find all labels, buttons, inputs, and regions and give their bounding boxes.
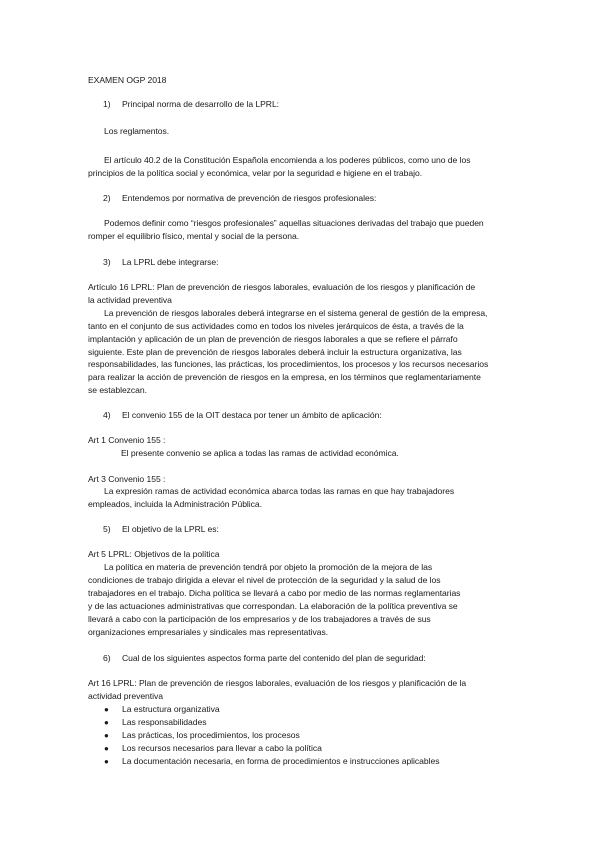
paragraph-line: La política en materia de prevención tendrá por objeto la promoción de la mejora de las [104, 562, 433, 572]
article-heading: Art 5 LPRL: Objetivos de la política [88, 549, 220, 559]
bullet-icon: ● [104, 757, 109, 766]
question-3-number: 3) [103, 257, 111, 267]
question-3-text: La LPRL debe integrarse: [122, 257, 219, 267]
question-4-number: 4) [103, 410, 111, 420]
list-item: La estructura organizativa [122, 704, 220, 714]
question-6-number: 6) [103, 653, 111, 663]
question-2-text: Entendemos por normativa de prevención de riesgos profesionales: [122, 193, 377, 203]
question-1-answer: Los reglamentos. [104, 126, 170, 136]
question-4-text: El convenio 155 de la OIT destaca por tener un ámbito de aplicación: [122, 410, 382, 420]
question-2-number: 2) [103, 193, 111, 203]
list-item: Las prácticas, los procedimientos, los procesos [122, 730, 300, 740]
paragraph-line: condiciones de trabajo dirigida a elevar el nivel de protección de la seguridad y la salud de los [88, 575, 441, 585]
question-2-answer-line: Podemos definir como “riesgos profesionales” aquellas situaciones derivadas del trabajo que pueden [104, 218, 484, 228]
list-item: Las responsabilidades [122, 717, 207, 727]
question-1-explanation-line: principios de la política social y económica, velar por la seguridad e higiene en el trabajo. [88, 168, 423, 178]
paragraph-line: se establezcan. [88, 385, 147, 395]
paragraph-line: trabajadores en el trabajo. Dicha política se llevará a cabo por medio de las normas reglamentarias [88, 588, 461, 598]
bullet-icon: ● [104, 718, 109, 727]
document-title: EXAMEN OGP 2018 [88, 75, 167, 85]
article-heading: actividad preventiva [88, 691, 163, 701]
question-2-answer-line: romper el equilibrio físico, mental y social de la persona. [88, 231, 300, 241]
bullet-icon: ● [104, 705, 109, 714]
paragraph-line: y de las actuaciones administrativas que correspondan. La elaboración de la política preventiva se [88, 601, 458, 611]
paragraph-line: implantación y aplicación de un plan de prevención de riesgos laborales a que se refiere el párrafo [88, 334, 458, 344]
article-text: empleados, incluida la Administración Pública. [88, 499, 262, 509]
paragraph-line: siguiente. Este plan de prevención de riesgos laborales deberá incluir la estructura organizativa, las [88, 347, 462, 357]
question-5-number: 5) [103, 524, 111, 534]
paragraph-line: responsabilidades, las funciones, las prácticas, los procedimientos, los procesos y los recursos necesarios [88, 359, 489, 369]
bullet-icon: ● [104, 744, 109, 753]
question-5-text: El objetivo de la LPRL es: [122, 524, 219, 534]
paragraph-line: organizaciones empresariales y sindicales mas representativas. [88, 627, 329, 637]
paragraph-line: llevará a cabo con la participación de los empresarios y de los trabajadores a través de sus [88, 614, 431, 624]
paragraph-line: tanto en el conjunto de sus actividades como en todos los niveles jerárquicos de ésta, a través de la [88, 321, 464, 331]
list-item: Los recursos necesarios para llevar a cabo la política [122, 743, 322, 753]
article-text: La expresión ramas de actividad económica abarca todas las ramas en que hay trabajadores [104, 486, 455, 496]
article-heading: Art 1 Convenio 155 : [88, 435, 166, 445]
article-heading: Artículo 16 LPRL: Plan de prevención de riesgos laborales, evaluación de los riesgos y planificación de [88, 282, 476, 292]
article-heading: la actividad preventiva [88, 295, 172, 305]
question-6-text: Cual de los siguientes aspectos forma parte del contenido del plan de seguridad: [122, 653, 426, 663]
list-item: La documentación necesaria, en forma de procedimientos e instrucciones aplicables [122, 756, 440, 766]
question-1-number: 1) [103, 99, 111, 109]
bullet-icon: ● [104, 731, 109, 740]
paragraph-line: La prevención de riesgos laborales deberá integrarse en el sistema general de gestión de la empresa, [104, 308, 488, 318]
question-1-explanation-line: El artículo 40.2 de la Constitución Española encomienda a los poderes públicos, como uno de los [104, 155, 471, 165]
article-heading: Art 16 LPRL: Plan de prevención de riesgos laborales, evaluación de los riesgos y planificación de la [88, 678, 467, 688]
article-text: El presente convenio se aplica a todas las ramas de actividad económica. [121, 448, 399, 458]
question-1-text: Principal norma de desarrollo de la LPRL: [122, 99, 280, 109]
article-heading: Art 3 Convenio 155 : [88, 474, 166, 484]
paragraph-line: para realizar la acción de prevención de riesgos en la empresa, en los términos que reglamentariamente [88, 372, 481, 382]
